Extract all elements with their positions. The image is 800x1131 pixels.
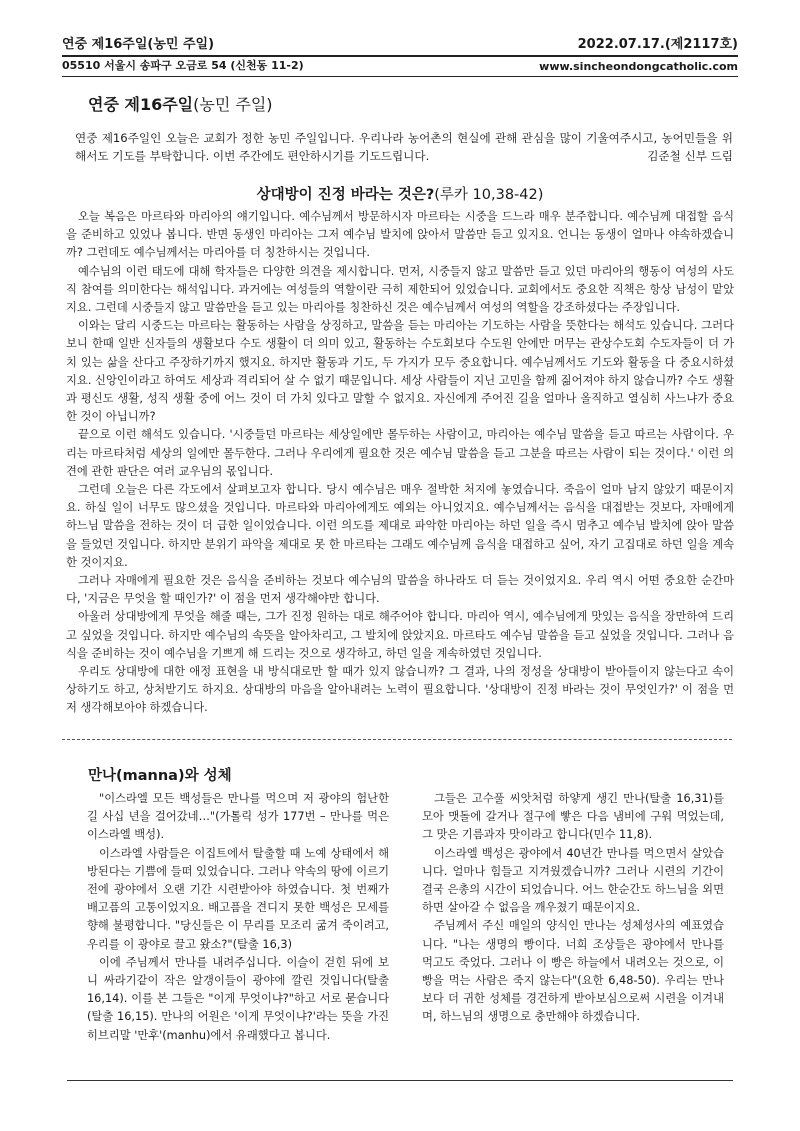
signature: 김준철 신부 드림 <box>647 149 733 163</box>
section3-right-column <box>422 790 724 1027</box>
header-title: 연중 제16주일(농민 주일) <box>62 37 215 52</box>
section3-paragraph: 이스라엘 백성은 광야에서 40년간 만나를 먹으면서 살았습니다. 얼마나 힘들고 지겨웠겠습니까? 그러나 시련의 기간이 결국 은총의 시간이 되었습니다. 어느 한순간도 하느님을 외면하면 살아갈 수 없음을 깨우쳤기 때문이지요. <box>422 846 724 915</box>
section2-paragraph: 예수님의 이런 태도에 대해 학자들은 다양한 의견을 제시합니다. 먼저, 시중들지 않고 말씀만 듣고 있던 마리아의 행동이 여성의 사도직 참여를 의미한다는 해석입니다. 과거에는 여성들의 역할이란 극히 제한되어 있었습니다. 교회에서도 중요한 직책은 항상 남성이 맡았지요. 그런데 시중들지 않고 말씀만을 듣고 있는 마리아를 칭찬하신 것은 예수님께서 여성의 역할을 강조하셨다는 주장입니다. <box>66 264 734 315</box>
section2-paragraph: 끝으로 이런 해석도 있습니다. '시중들던 마르타는 세상일에만 몰두하는 사람이고, 마리아는 예수님 말씀을 듣고 따르는 사람이다. 우리는 마르타처럼 세상의 일에만 몰두한다. 그러나 우리에게 필요한 것은 예수님 말씀을 듣고 그분을 따르는 사람이 되는 것이다.' 이런 의견에 관한 판단은 여러 교우님의 몫입니다. <box>66 428 734 478</box>
dashed-divider <box>62 739 732 740</box>
section2-paragraph: 우리도 상대방에 대한 애정 표현을 내 방식대로만 할 때가 있지 않습니까? 그 결과, 나의 정성을 상대방이 받아들이지 않는다고 속이 상하기도 하고, 상처받기도 하지요. 상대방의 마음을 알아내려는 노력이 필요합니다. '상대방이 진정 바라는 것이 무엇인가?' 이 점을 먼저 생각해보아야 하겠습니다. <box>66 665 734 715</box>
section3-paragraph: "이스라엘 모든 백성들은 만나를 먹으며 저 광야의 험난한 길 사십 년을 걸어갔네…"(가톨릭 성가 177번 – 만나를 먹은 이스라엘 백성). <box>87 792 389 842</box>
section3-title <box>88 764 232 785</box>
section1-title <box>88 92 273 115</box>
section2-title <box>0 183 800 204</box>
section2-paragraph: 이와는 달리 시중드는 마르타는 활동하는 사람을 상징하고, 말씀을 듣는 마리아는 기도하는 사람을 뜻한다는 해석도 있습니다. 그러다 보니 한때 일반 신자들의 생활보다 수도 생활이 더 의미 있고, 활동하는 수도회보다 수도원 안에만 머무는 관상수도회 수도자들이 더 가치 있는 삶을 산다고 주장하기까지 했지요. 하지만 활동과 기도, 두 가지가 모두 중요합니다. 예수님께서도 기도와 활동을 다 중요시하셨지요. 신앙인이라고 하여도 세상과 격리되어 살 수 없기 때문입니다. 세상 사람들이 지닌 고민을 함께 짊어져야 하지 않습니까? 수도 생활과 평신도 생활, 성직 생활 중에 어느 것이 더 가치 있다고 말할 수 없지요. 자신에게 주어진 길을 얼마나 올직하고 열심히 사느냐가 중요한 것이 아닙니까? <box>66 319 734 424</box>
section2-body <box>66 208 734 718</box>
header-address: 05510 서울시 송파구 오금로 54 (신천동 11-2) <box>62 59 304 72</box>
section3-title-bold: 만나(manna)와 성체 <box>88 768 232 784</box>
header-website[interactable]: www.sincheondongcatholic.com <box>539 60 738 73</box>
section2-paragraph: 아울러 상대방에게 무엇을 해줄 때는, 그가 진정 원하는 대로 해주어야 합니다. 마리아 역시, 예수님에게 맛있는 음식을 장만하여 드리고 싶었을 것입니다. 하지만 예수님의 속뜻을 알아차리고, 그 발치에 앉았지요. 마르타도 예수님 말씀을 듣고 싶었을 것입니다. 그러나 음식을 준비하는 것이 예수님을 기쁘게 해 드리는 것으로 생각하고, 하던 일을 계속하였던 것입니다. <box>66 610 734 660</box>
section2-title-bold: 상대방이 진정 바라는 것은? <box>256 187 435 203</box>
header-subbar <box>62 58 738 77</box>
section3-paragraph: 이스라엘 사람들은 이집트에서 탈출할 때 노예 상태에서 해방된다는 기쁨에 들떠 있었습니다. 그러나 약속의 땅에 이르기 전에 광야에서 오랜 기간 시련받아야 하였습니다. 첫 번째가 배고픔의 고통이었지요. 배고픔을 견디지 못한 백성은 모세를 향해 불평합니다. "당신들은 이 무리를 모조리 굶겨 죽이려고, 우리를 이 광야로 끌고 왔소?"(탈출 16,3) <box>87 846 389 951</box>
section2-paragraph: 그런데 오늘은 다른 각도에서 살펴보고자 합니다. 당시 예수님은 매우 절박한 처지에 놓였습니다. 죽음이 얼마 남지 않았기 때문이지요. 하실 일이 너무도 많으셨을 것입니다. 마르타와 마리아에게도 예외는 아니었지요. 예수님께서는 음식을 대접받는 것보다, 자매에게 하느님 말씀을 전하는 것이 더 급한 일이었습니다. 이런 의도를 제대로 파악한 마리아는 하던 일을 즉시 멈추고 예수님 발치에 앉아 말씀을 들었던 것입니다. 하지만 분위기 파악을 제대로 못 한 마르타는 그래도 예수님께 음식을 대접하고 싶어, 자기 고집대로 하던 일을 계속한 것이지요. <box>66 483 734 569</box>
section1-title-bold: 연중 제16주일 <box>88 95 194 114</box>
section3-left-column <box>87 790 389 1045</box>
section1-title-rest: (농민 주일) <box>193 95 273 114</box>
section3-paragraph: 주님께서 주신 매일의 양식인 만나는 성체성사의 예표였습니다. "나는 생명의 빵이다. 너희 조상들은 광야에서 만나를 먹고도 죽었다. 그러나 이 빵은 하늘에서 내려오는 것으로, 이 빵을 먹는 사람은 죽지 않는다"(요한 6,48-50). 우리는 만나보다 더 귀한 성체를 경건하게 받아보심으로써 시련을 이겨내며, 하느님의 생명으로 충만해야 하겠습니다. <box>422 919 724 1024</box>
header-bar <box>62 35 738 57</box>
header-date: 2022.07.17.(제2117호) <box>577 37 738 52</box>
intro-paragraph <box>75 129 733 165</box>
section2-paragraph: 그러나 자매에게 필요한 것은 음식을 준비하는 것보다 예수님의 말씀을 하나라도 더 듣는 것이었지요. 우리 역시 어떤 중요한 순간마다, '지금은 무엇을 할 때인가?' 이 점을 먼저 생각해야만 합니다. <box>66 574 734 606</box>
intro-text: 연중 제16주일인 오늘은 교회가 정한 농민 주일입니다. 우리나라 농어촌의 현실에 관해 관심을 많이 기울여주시고, 농어민들을 위해서도 기도를 부탁합니다. 이번 주간에도 편안하시기를 기도드립니다. <box>75 131 733 163</box>
section3-paragraph: 이에 주님께서 만나를 내려주십니다. 이슬이 걷힌 뒤에 보니 싸라기같이 작은 알갱이들이 광야에 깔린 것입니다(탈출 16,14). 이를 본 그들은 "이게 무엇이냐?"하고 서로 묻습니다(탈출 16,15). 만나의 어원은 '이게 무엇이냐?'라는 뜻을 가진 히브리말 '만후'(manhu)에서 유래했다고 봅니다. <box>87 955 389 1042</box>
section3-paragraph: 그들은 고수풀 씨앗처럼 하얗게 생긴 만나(탈출 16,31)를 모아 맷돌에 갈거나 절구에 빻은 다음 냄비에 구워 먹었는데, 그 맛은 기름과자 맛이라고 합니다(민수 11,8). <box>422 792 724 842</box>
section2-paragraph: 오늘 복음은 마르타와 마리아의 얘기입니다. 예수님께서 방문하시자 마르타는 시중을 드느라 매우 분주합니다. 예수님께 대접할 음식을 준비하고 있었나 봅니다. 반면 동생인 마리아는 그저 예수님 발치에 앉아서 말씀만 듣고 있지요. 언니는 동생이 얼마나 야속하겠습니까? 그런데도 예수님께서는 마리아를 더 칭찬하시는 것입니다. <box>66 210 734 260</box>
section2-title-ref: (루카 10,38-42) <box>434 187 544 203</box>
bottom-divider <box>67 1080 733 1081</box>
